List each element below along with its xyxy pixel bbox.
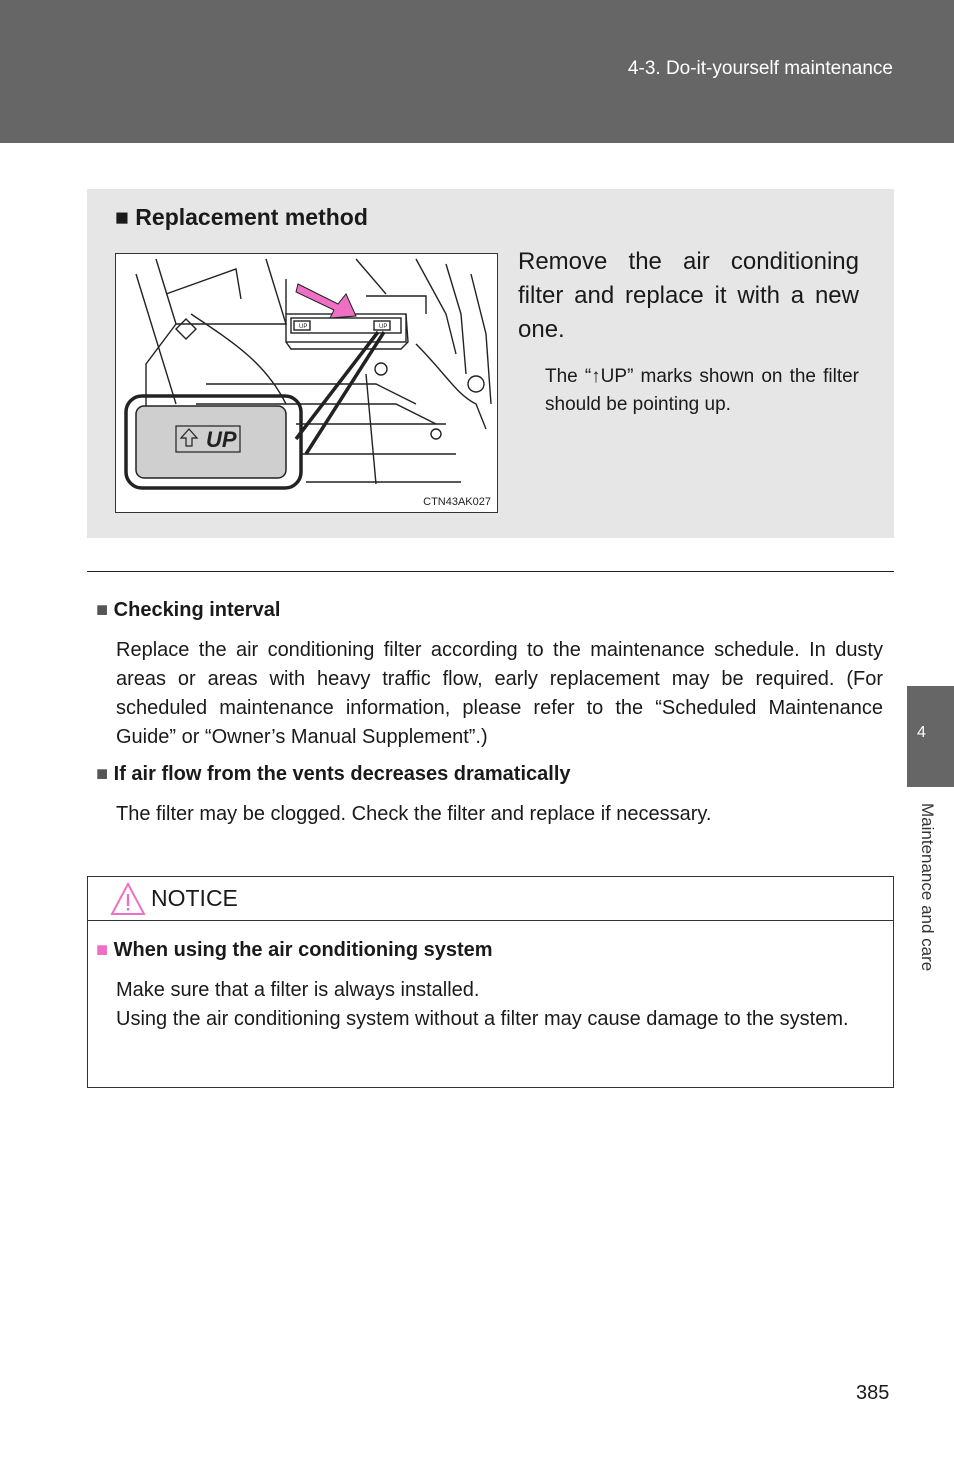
notice-title: NOTICE: [151, 885, 238, 911]
square-bullet: ■: [96, 939, 109, 961]
replacement-note: The “↑UP” marks shown on the filter should be pointing up.: [545, 366, 859, 415]
notice-header: [88, 877, 893, 921]
figure-code: CTN43AK027: [423, 496, 491, 508]
replacement-heading: [115, 204, 368, 231]
checking-interval-text: Replace the air conditioning filter according to the maintenance schedule. In dusty areas or areas with heavy traffic flow, early replacement may be required. (For scheduled maintenance information, please refer to the “Scheduled Maintenance Guide” or “Owner’s Manual Supplement”.): [116, 639, 883, 748]
chapter-number: 4: [917, 724, 926, 741]
air-flow-text: The filter may be clogged. Check the filter and replace if necessary.: [116, 803, 712, 825]
notice-box: [87, 876, 894, 1088]
replacement-instruction: Remove the air conditioning filter and replace it with a new one.: [518, 248, 859, 343]
page-number: 385: [856, 1382, 890, 1404]
small-up-label-right: UP: [379, 324, 388, 330]
notice-heading-text: When using the air conditioning system: [113, 939, 493, 961]
square-bullet: ■: [115, 204, 129, 230]
checking-interval-title: Checking interval: [113, 599, 281, 621]
notice-line-2: Using the air conditioning system without a filter may cause damage to the system.: [116, 1008, 849, 1030]
checking-interval-heading: [96, 599, 280, 622]
notice-line-1: Make sure that a filter is always installed.: [116, 979, 480, 1001]
square-bullet: ■: [96, 763, 109, 785]
section-divider: [87, 571, 894, 572]
enlarged-up-label: UP: [206, 427, 237, 452]
square-bullet: ■: [96, 599, 109, 621]
warning-triangle-icon: [110, 881, 146, 917]
glovebox-drawing: [116, 254, 497, 512]
air-flow-title: If air flow from the vents decreases dramatically: [113, 763, 571, 785]
chapter-tab[interactable]: [907, 686, 954, 787]
section-title: 4-3. Do-it-yourself maintenance: [627, 58, 893, 79]
page-header: [0, 0, 954, 143]
chapter-label: Maintenance and care: [918, 803, 937, 972]
air-flow-heading: [96, 763, 571, 786]
filter-illustration: [115, 253, 498, 513]
replacement-heading-text: Replacement method: [135, 204, 368, 230]
replacement-method-box: [87, 189, 894, 538]
small-up-label-left: UP: [299, 324, 308, 330]
notice-heading: [96, 939, 493, 962]
